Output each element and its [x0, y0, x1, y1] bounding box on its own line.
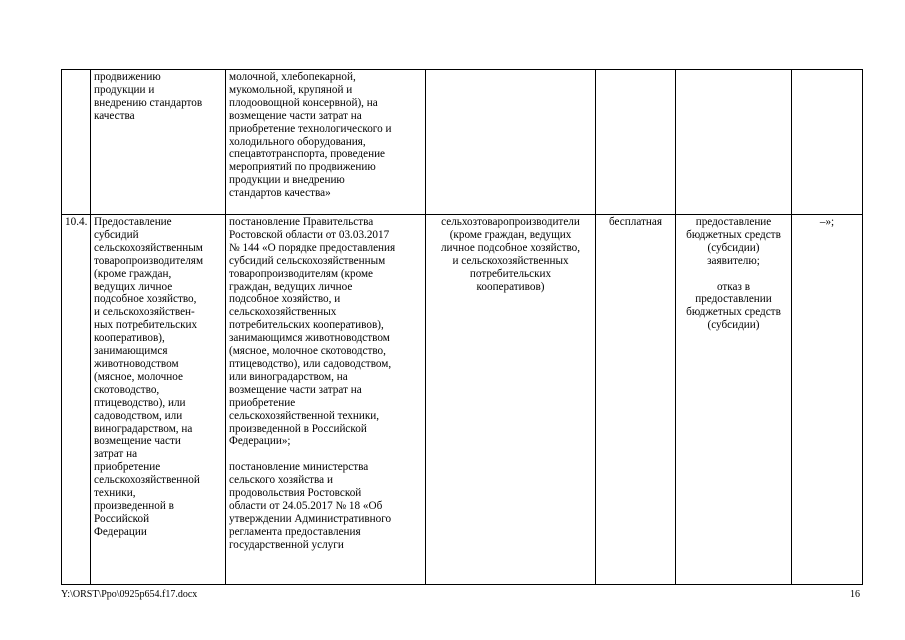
row-number-cell [62, 215, 91, 585]
footer-page-number: 16 [850, 589, 860, 600]
table-row [62, 70, 863, 215]
service-name-cell [91, 70, 226, 215]
result-cell [676, 215, 792, 585]
applicants: сельхозтоваропроизводители (кроме граждан, ведущих личное подсобное хозяйство, и сельскохозяйственных потребительских кооперативов) [440, 216, 581, 293]
footer-file-path: Y:\ORST\Ppo\0925p654.f17.docx [61, 589, 198, 600]
cost-cell [596, 70, 676, 215]
service-name: Предоставление субсидий сельскохозяйственным товаропроизводителям (кроме граждан, ведущих личное подсобное хозяйство, и сельскохозяйствен- ных потребительских кооперативов), занимающимся животноводством (мясное, молочное скотоводство, птицеводство), или садоводством, или виноградарством, на возмещение части затрат на приобретение сельскохозяйственной техники, произведенной в Российской Федерации [94, 216, 204, 538]
legal-basis-cell [226, 215, 426, 585]
row-number: 10.4. [65, 216, 88, 228]
row-number-cell [62, 70, 91, 215]
services-table [61, 69, 863, 585]
applicants-cell [426, 215, 596, 585]
legal-basis-cell [226, 70, 426, 215]
cost: бесплатная [609, 216, 662, 228]
legal-basis: постановление Правительства Ростовской области от 03.03.2017 № 144 «О порядке предоставления субсидий сельскохозяйственным товаропроизводителям (кроме граждан, ведущих личное подсобное хозяйство, и сельскохозяйственных потребительских кооперативов), занимающимся животноводством (мясное, молочное скотоводство, птицеводство), или садоводством, или виноградарством, на возмещение части затрат на приобретение сельскохозяйственной техники, произведенной в Российской Федерации»; постановление министерства сельского хозяйства и продовольствия Ростовской области от 24.05.2017 № 18 «Об утверждении Административного регламента предоставления государственной услуги [229, 216, 396, 551]
note: –»; [819, 216, 835, 228]
legal-basis: молочной, хлебопекарной, мукомольной, крупяной и плодоовощной консервной), на возмещение части затрат на приобретение технологического и холодильного оборудования, спецавтотранспорта, проведение мероприятий по продвижению продукции и внедрению стандартов качества» [229, 71, 392, 200]
applicants-cell [426, 70, 596, 215]
note-cell [792, 215, 863, 585]
result-cell [676, 70, 792, 215]
table-row [62, 215, 863, 585]
service-name: продвижению продукции и внедрению стандартов качества [94, 71, 203, 122]
service-name-cell [91, 215, 226, 585]
note-cell [792, 70, 863, 215]
result: предоставление бюджетных средств (субсидии) заявителю; отказ в предоставлении бюджетных средств (субсидии) [686, 216, 781, 332]
cost-cell [596, 215, 676, 585]
